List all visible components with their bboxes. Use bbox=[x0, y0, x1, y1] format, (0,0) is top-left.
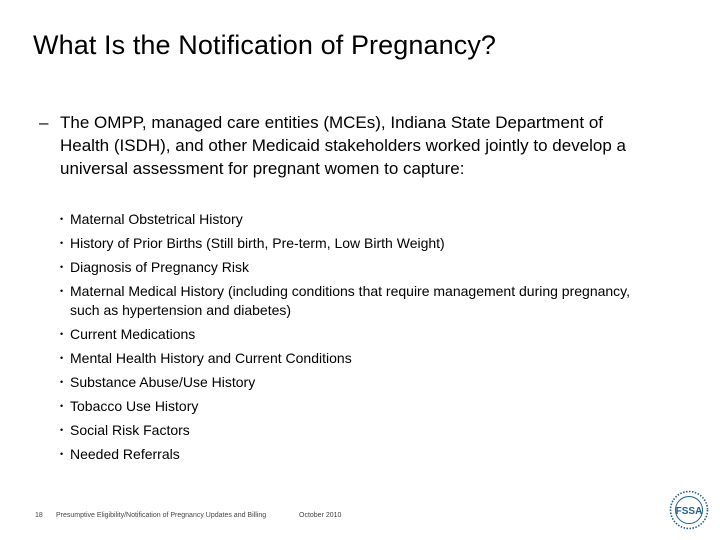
bullet-icon: • bbox=[60, 401, 64, 411]
bullet-icon: • bbox=[60, 449, 64, 459]
list-item-text: Current Medications bbox=[70, 326, 196, 342]
bullet-icon: • bbox=[60, 377, 64, 387]
list-item-text: Substance Abuse/Use History bbox=[70, 374, 256, 390]
main-point-text: The OMPP, managed care entities (MCEs), Indiana State Department of Health (ISDH), and other Medicaid stakeholders worked jointly to develop a universal assessment for pregnant women to capture: bbox=[60, 113, 627, 178]
list-item bbox=[60, 421, 660, 440]
fssa-seal-icon bbox=[669, 490, 709, 530]
bullet-icon: • bbox=[60, 214, 64, 224]
list-item bbox=[60, 397, 660, 416]
seal-text: FSSA bbox=[675, 506, 703, 517]
bullet-icon: • bbox=[60, 238, 64, 248]
list-item bbox=[60, 258, 660, 277]
list-item-text: Tobacco Use History bbox=[70, 398, 199, 414]
footer-page-number: 18 bbox=[35, 512, 43, 519]
bullet-icon: • bbox=[60, 425, 64, 435]
bullet-icon: • bbox=[60, 286, 64, 296]
list-item bbox=[60, 210, 660, 229]
list-item-text: Maternal Obstetrical History bbox=[70, 211, 243, 227]
list-item-text: Needed Referrals bbox=[70, 446, 180, 462]
list-item-text: Diagnosis of Pregnancy Risk bbox=[70, 259, 249, 275]
list-item-text: History of Prior Births (Still birth, Pre-term, Low Birth Weight) bbox=[70, 235, 445, 251]
footer-text: Presumptive Eligibility/Notification of Pregnancy Updates and Billing bbox=[56, 512, 267, 519]
dash-bullet: – bbox=[39, 113, 49, 132]
list-item bbox=[60, 282, 660, 320]
capture-list bbox=[60, 210, 660, 469]
list-item bbox=[60, 373, 660, 392]
bullet-icon: • bbox=[60, 353, 64, 363]
bullet-icon: • bbox=[60, 262, 64, 272]
list-item-text: Maternal Medical History (including conditions that require management during pregnancy, such as hypertension and diabetes) bbox=[70, 283, 631, 318]
bullet-icon: • bbox=[60, 329, 64, 339]
main-point bbox=[39, 111, 639, 180]
list-item bbox=[60, 445, 660, 464]
fssa-seal-graphic bbox=[669, 490, 709, 530]
list-item bbox=[60, 349, 660, 368]
footer-date: October 2010 bbox=[299, 512, 342, 519]
list-item bbox=[60, 234, 660, 253]
list-item bbox=[60, 325, 660, 344]
slide-title: What Is the Notification of Pregnancy? bbox=[33, 30, 497, 60]
list-item-text: Mental Health History and Current Conditions bbox=[70, 350, 352, 366]
list-item-text: Social Risk Factors bbox=[70, 422, 190, 438]
